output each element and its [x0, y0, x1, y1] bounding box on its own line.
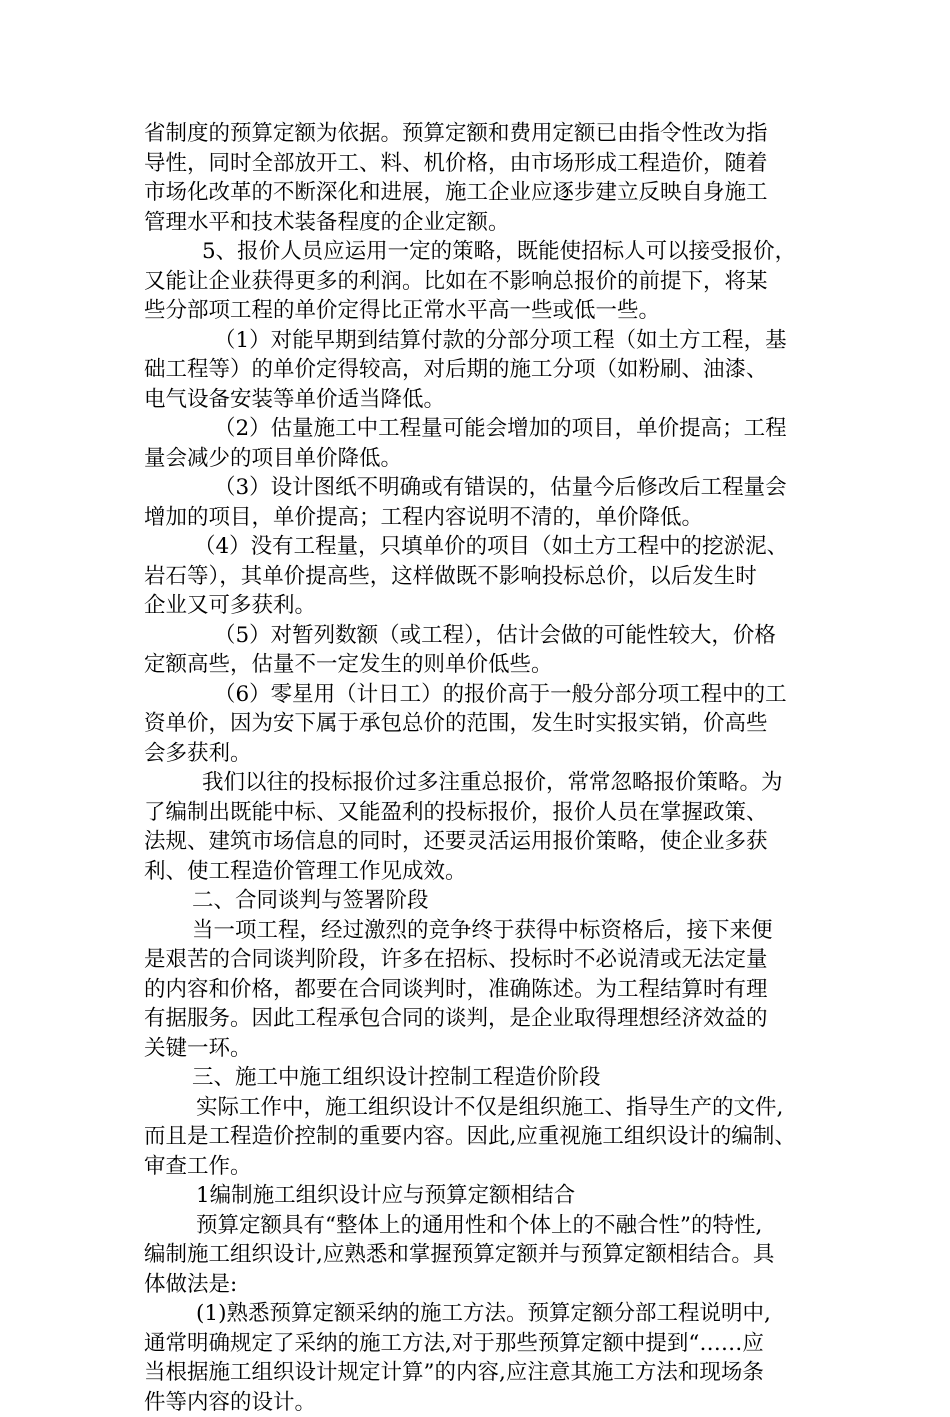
text-line: （3）设计图纸不明确或有错误的，估量今后修改后工程量会 — [144, 473, 814, 503]
text-line: 导性，同时全部放开工、料、机价格，由市场形成工程造价，随着 — [144, 149, 814, 179]
text-line: 体做法是: — [144, 1270, 814, 1300]
text-line: 三、施工中施工组织设计控制工程造价阶段 — [144, 1063, 814, 1093]
paragraph-p-5 — [144, 237, 814, 326]
paragraph-p-5-6 — [144, 680, 814, 769]
paragraph-p-intro-cont — [144, 119, 814, 237]
text-line: 审查工作。 — [144, 1152, 814, 1182]
paragraph-p-5-3 — [144, 473, 814, 532]
paragraph-p-budget-1 — [144, 1299, 814, 1417]
paragraph-p-5-1 — [144, 326, 814, 415]
text-line: 的内容和价格，都要在合同谈判时，准确陈述。为工程结算时有理 — [144, 975, 814, 1005]
text-line: 市场化改革的不断深化和进展，施工企业应逐步建立反映自身施工 — [144, 178, 814, 208]
text-line: 岩石等），其单价提高些，这样做既不影响投标总价，以后发生时 — [144, 562, 814, 592]
text-line: 是艰苦的合同谈判阶段，许多在招标、投标时不必说清或无法定量 — [144, 945, 814, 975]
text-line: 1编制施工组织设计应与预算定额相结合 — [144, 1181, 814, 1211]
text-line: 量会减少的项目单价降低。 — [144, 444, 814, 474]
text-line: 利、使工程造价管理工作见成效。 — [144, 857, 814, 887]
paragraph-p-5-2 — [144, 414, 814, 473]
text-line: （5）对暂列数额（或工程），估计会做的可能性较大，价格 — [144, 621, 814, 651]
text-line: 了编制出既能中标、又能盈利的投标报价，报价人员在掌握政策、 — [144, 798, 814, 828]
paragraph-p-summary — [144, 768, 814, 886]
paragraph-h-2 — [144, 886, 814, 916]
paragraph-h-3-1 — [144, 1181, 814, 1211]
text-line: 资单价，因为安下属于承包总价的范围，发生时实报实销，价高些 — [144, 709, 814, 739]
text-line: 件等内容的设计。 — [144, 1388, 814, 1417]
text-line: 法规、建筑市场信息的同时，还要灵活运用报价策略，使企业多获 — [144, 827, 814, 857]
text-line: 编制施工组织设计,应熟悉和掌握预算定额并与预算定额相结合。具 — [144, 1240, 814, 1270]
paragraph-h-3 — [144, 1063, 814, 1093]
text-line: 增加的项目，单价提高；工程内容说明不清的，单价降低。 — [144, 503, 814, 533]
text-line: 二、合同谈判与签署阶段 — [144, 886, 814, 916]
text-line: 通常明确规定了采纳的施工方法,对于那些预算定额中提到“……应 — [144, 1329, 814, 1359]
text-line: 定额高些，估量不一定发生的则单价低些。 — [144, 650, 814, 680]
text-line: 当根据施工组织设计规定计算”的内容,应注意其施工方法和现场条 — [144, 1358, 814, 1388]
paragraph-p-construction — [144, 1093, 814, 1182]
text-line: （6）零星用（计日工）的报价高于一般分部分项工程中的工 — [144, 680, 814, 710]
text-line: 预算定额具有“整体上的通用性和个体上的不融合性”的特性, — [144, 1211, 814, 1241]
text-line: （1）对能早期到结算付款的分部分项工程（如土方工程，基 — [144, 326, 814, 356]
text-line: 关键一环。 — [144, 1034, 814, 1064]
paragraph-p-5-4 — [144, 532, 814, 621]
text-line: 我们以往的投标报价过多注重总报价，常常忽略报价策略。为 — [144, 768, 814, 798]
text-line: 而且是工程造价控制的重要内容。因此,应重视施工组织设计的编制、 — [144, 1122, 814, 1152]
text-line: 当一项工程，经过激烈的竞争终于获得中标资格后，接下来便 — [144, 916, 814, 946]
text-line: 有据服务。因此工程承包合同的谈判，是企业取得理想经济效益的 — [144, 1004, 814, 1034]
text-line: 又能让企业获得更多的利润。比如在不影响总报价的前提下，将某 — [144, 267, 814, 297]
text-line: 省制度的预算定额为依据。预算定额和费用定额已由指令性改为指 — [144, 119, 814, 149]
text-line: 些分部项工程的单价定得比正常水平高一些或低一些。 — [144, 296, 814, 326]
paragraph-p-5-5 — [144, 621, 814, 680]
text-line: （2）估量施工中工程量可能会增加的项目，单价提高；工程 — [144, 414, 814, 444]
text-line: 管理水平和技术装备程度的企业定额。 — [144, 208, 814, 238]
text-line: (1)熟悉预算定额采纳的施工方法。预算定额分部工程说明中, — [144, 1299, 814, 1329]
paragraph-p-contract — [144, 916, 814, 1064]
text-line: 电气设备安装等单价适当降低。 — [144, 385, 814, 415]
text-line: 实际工作中，施工组织设计不仅是组织施工、指导生产的文件, — [144, 1093, 814, 1123]
document-page — [144, 119, 814, 1417]
paragraph-p-budget — [144, 1211, 814, 1300]
text-line: 会多获利。 — [144, 739, 814, 769]
text-line: 础工程等）的单价定得较高，对后期的施工分项（如粉刷、油漆、 — [144, 355, 814, 385]
text-line: （4）没有工程量，只填单价的项目（如土方工程中的挖淤泥、 — [144, 532, 814, 562]
text-line: 企业又可多获利。 — [144, 591, 814, 621]
text-line: 5、报价人员应运用一定的策略，既能使招标人可以接受报价， — [144, 237, 814, 267]
